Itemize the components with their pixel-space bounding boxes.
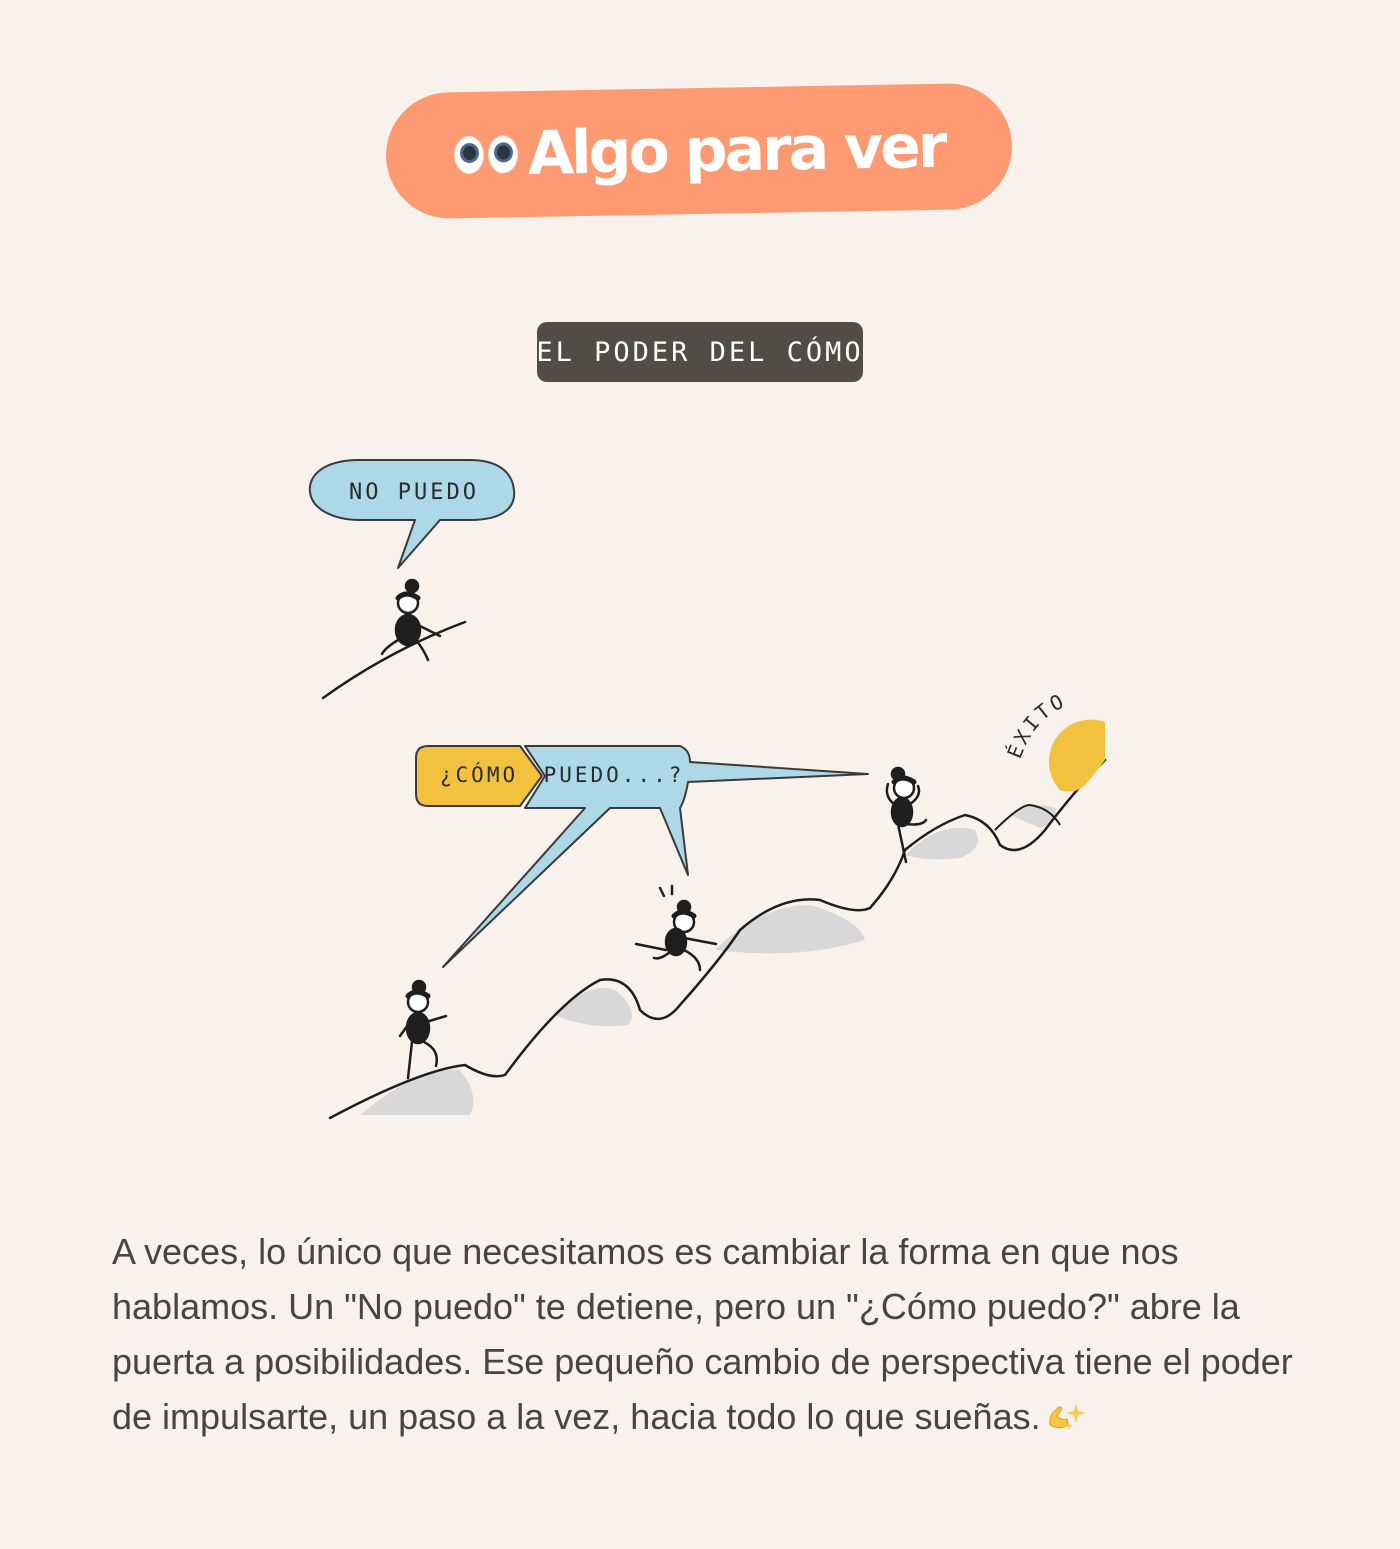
body-paragraph bbox=[112, 1224, 1312, 1444]
section-header bbox=[385, 83, 1013, 220]
banner-text: EL PODER DEL CÓMO bbox=[536, 337, 864, 368]
person-climbing-middle-icon bbox=[636, 886, 716, 970]
bubble-puedo-text: PUEDO...? bbox=[543, 763, 685, 787]
eyes-icon bbox=[453, 135, 518, 174]
speech-bubble-no-puedo bbox=[310, 460, 514, 568]
person-walking-bottom-icon bbox=[400, 981, 446, 1078]
mountain-path bbox=[330, 760, 1105, 1118]
person-sitting-icon bbox=[323, 580, 465, 698]
section-title: Algo para ver bbox=[526, 111, 945, 189]
illustration bbox=[300, 310, 1120, 1130]
sun-icon bbox=[1049, 720, 1105, 792]
flexed-biceps-sparkles-icon bbox=[1047, 1399, 1087, 1433]
bubble-no-puedo-text: NO PUEDO bbox=[349, 480, 479, 505]
bubble-como-text: ¿CÓMO bbox=[439, 763, 519, 787]
svg-text:ÉXITO: ÉXITO bbox=[1002, 687, 1070, 762]
body-text: A veces, lo único que necesitamos es cambiar la forma en que nos hablamos. Un "No puedo" te detiene, pero un "¿Cómo puedo?" abre la puerta a posibilidades. Ese pequeño cambio de perspectiva tiene el poder de impulsarte, un paso a la vez, hacia todo lo que sueñas. bbox=[112, 1231, 1293, 1437]
mountain-shadows bbox=[360, 805, 1056, 1115]
illustration-banner bbox=[536, 322, 863, 382]
